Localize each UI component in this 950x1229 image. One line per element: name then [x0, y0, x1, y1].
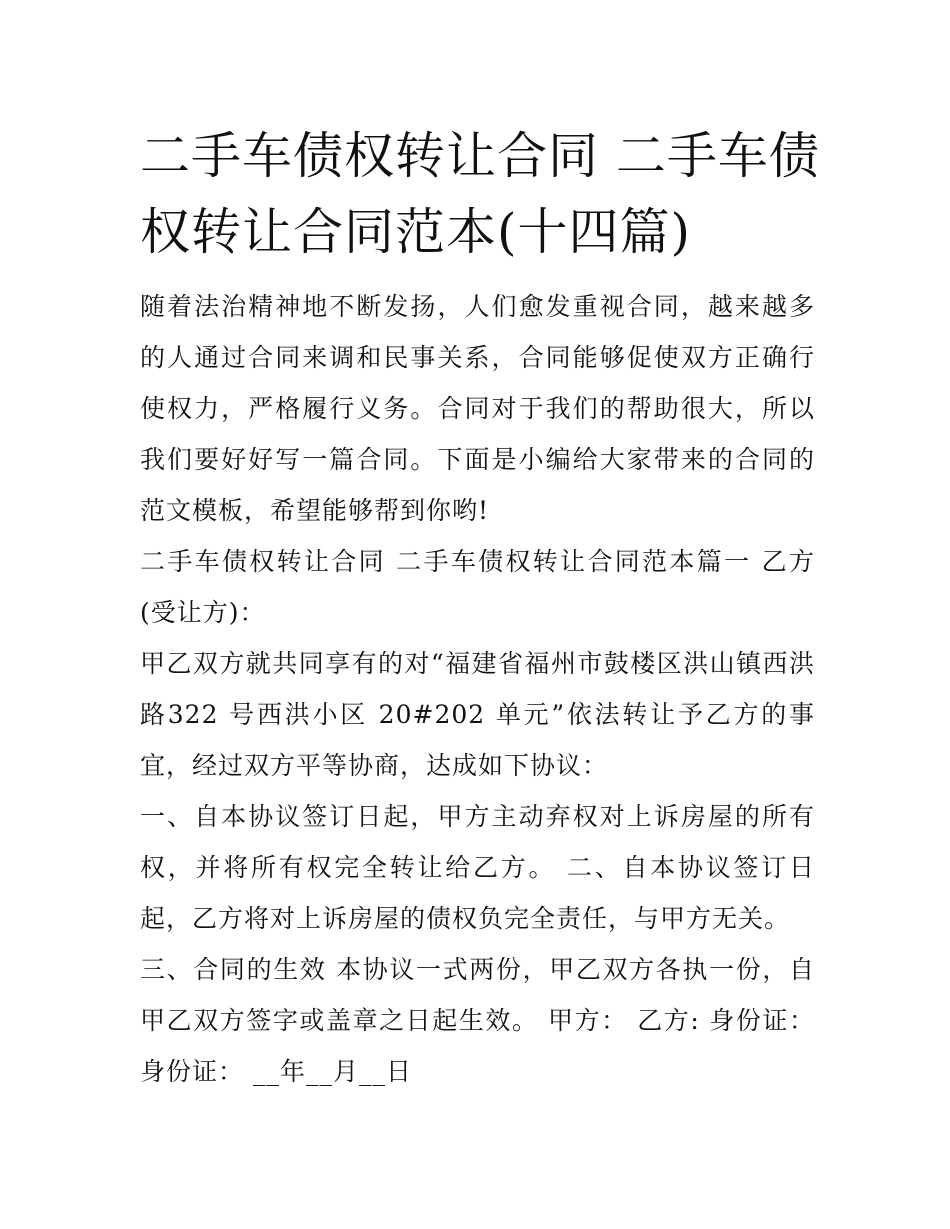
document-body — [140, 281, 815, 1097]
intro-paragraph: 随着法治精神地不断发扬，人们愈发重视合同，越来越多的人通过合同来调和民事关系，合同能够促使双方正确行使权力，严格履行义务。合同对于我们的帮助很大，所以我们要好好写一篇合同。下面是小编给大家带来的合同的范文模板，希望能够帮到你哟! — [140, 292, 815, 525]
document-title: 二手车债权转让合同 二手车债权转让合同范本(十四篇) — [140, 127, 820, 261]
clause-three-signature-paragraph: 三、合同的生效 本协议一式两份，甲乙双方各执一份，自甲乙双方签字或盖章之日起生效。 甲方： 乙方: 身份证： 身份证： __年__月__日 — [140, 955, 815, 1086]
clause-one-two-paragraph: 一、自本协议签订日起，甲方主动弃权对上诉房屋的所有权，并将所有权完全转让给乙方。 二、自本协议签订日起，乙方将对上诉房屋的债权负完全责任，与甲方无关。 — [140, 802, 815, 933]
contract-heading-paragraph: 二手车债权转让合同 二手车债权转让合同范本篇一 乙方(受让方)： — [140, 547, 815, 627]
property-paragraph: 甲乙双方就共同享有的对“福建省福州市鼓楼区洪山镇西洪路322 号西洪小区 20#202 单元”依法转让予乙方的事宜，经过双方平等协商，达成如下协议： — [140, 649, 815, 780]
